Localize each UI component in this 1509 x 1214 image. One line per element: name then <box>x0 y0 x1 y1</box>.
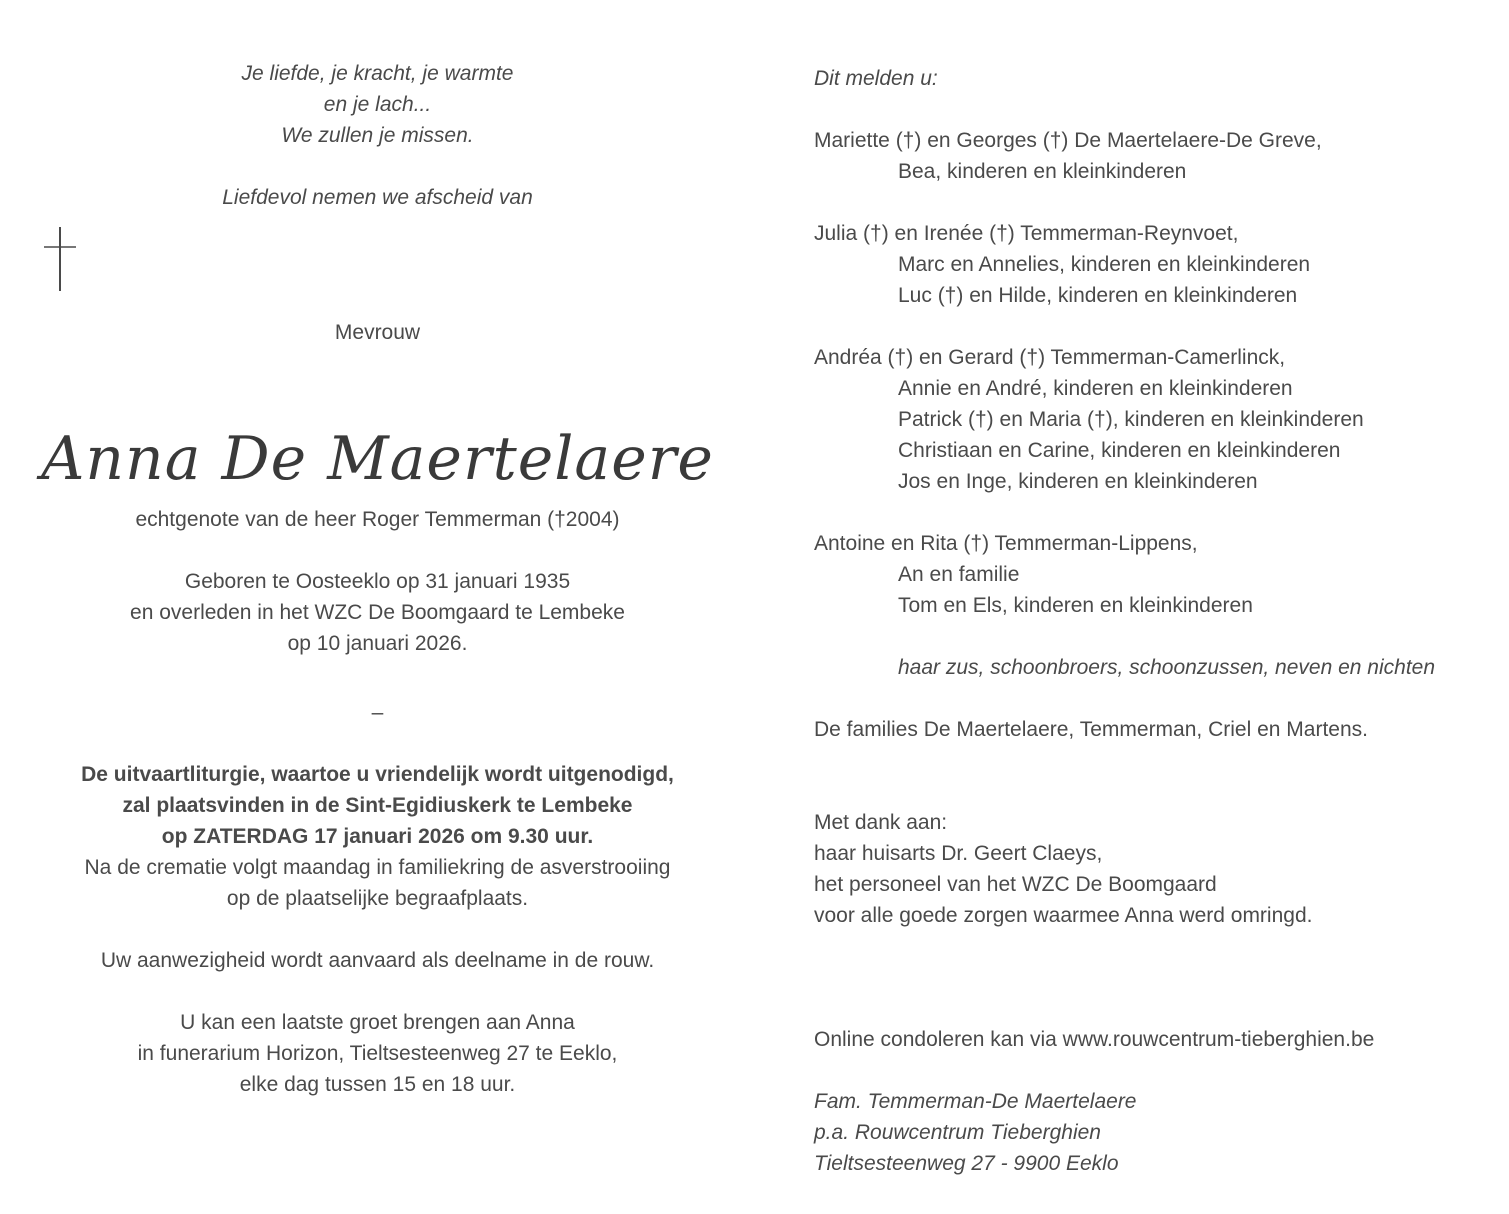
poem-line: en je lach... <box>323 93 432 116</box>
family-group <box>814 125 1494 187</box>
thanks-line: voor alle goede zorgen waarmee Anna werd omringd. <box>814 904 1313 927</box>
funeral-line: op ZATERDAG 17 januari 2026 om 9.30 uur. <box>161 825 594 848</box>
family-member: Luc (†) en Hilde, kinderen en kleinkinderen <box>898 284 1298 307</box>
poem-line: Je liefde, je kracht, je warmte <box>241 62 514 85</box>
separator-dash: – <box>371 701 384 724</box>
online-condolence-line: Online condoleren kan via www.rouwcentrum-tieberghien.be <box>814 1028 1375 1051</box>
announcement: Dit melden u: <box>814 67 938 90</box>
birth-death-line: en overleden in het WZC De Boomgaard te Lembeke <box>130 601 625 624</box>
funeral-note-line: op de plaatselijke begraafplaats. <box>226 887 529 910</box>
family-member: Patrick (†) en Maria (†), kinderen en kleinkinderen <box>898 408 1364 431</box>
birth-death-line: Geboren te Oosteeklo op 31 januari 1935 <box>184 570 571 593</box>
right-column <box>814 63 1494 1179</box>
funeral-block <box>40 759 715 914</box>
families-line: De families De Maertelaere, Temmerman, Criel en Martens. <box>814 718 1368 741</box>
spouse-line: echtgenote van de heer Roger Temmerman (†2004) <box>135 508 620 531</box>
contact-line: Fam. Temmerman-De Maertelaere <box>814 1090 1137 1113</box>
family-member: An en familie <box>898 563 1020 586</box>
cross-icon <box>40 227 80 293</box>
funeral-line: zal plaatsvinden in de Sint-Egidiuskerk te Lembeke <box>122 794 633 817</box>
family-group <box>814 218 1494 311</box>
greeting-line: elke dag tussen 15 en 18 uur. <box>239 1073 516 1096</box>
funeral-note-line: Na de crematie volgt maandag in familiekring de asverstrooiing <box>84 856 671 879</box>
contact-block <box>814 1086 1494 1179</box>
funeral-line: De uitvaartliturgie, waartoe u vriendelijk wordt uitgenodigd, <box>81 763 674 786</box>
farewell-intro: Liefdevol nemen we afscheid van <box>222 186 533 209</box>
thanks-block <box>814 807 1494 931</box>
presence-line: Uw aanwezigheid wordt aanvaard als deelname in de rouw. <box>100 949 655 972</box>
birth-death-block <box>40 566 715 659</box>
thanks-line: het personeel van het WZC De Boomgaard <box>814 873 1217 896</box>
family-member: Marc en Annelies, kinderen en kleinkinderen <box>898 253 1311 276</box>
family-head: Mariette (†) en Georges (†) De Maertelaere-De Greve, <box>814 129 1322 152</box>
poem-line: We zullen je missen. <box>281 124 474 147</box>
salutation: Mevrouw <box>334 321 421 344</box>
family-group <box>814 342 1494 497</box>
birth-death-line: op 10 januari 2026. <box>287 632 468 655</box>
thanks-line: haar huisarts Dr. Geert Claeys, <box>814 842 1103 865</box>
deceased-name: Anna De Maertelaere <box>41 424 714 494</box>
contact-line: p.a. Rouwcentrum Tieberghien <box>814 1121 1101 1144</box>
last-greeting-block <box>40 1007 715 1100</box>
family-head: Antoine en Rita (†) Temmerman-Lippens, <box>814 532 1198 555</box>
family-member: Annie en André, kinderen en kleinkinderen <box>898 377 1293 400</box>
poem <box>40 58 715 151</box>
greeting-line: U kan een laatste groet brengen aan Anna <box>180 1011 575 1034</box>
left-column <box>40 58 715 1100</box>
family-member: Tom en Els, kinderen en kleinkinderen <box>898 594 1253 617</box>
contact-line: Tieltsesteenweg 27 - 9900 Eeklo <box>814 1152 1119 1175</box>
family-member: Christiaan en Carine, kinderen en kleinkinderen <box>898 439 1341 462</box>
family-group <box>814 528 1494 621</box>
thanks-line: Met dank aan: <box>814 811 948 834</box>
greeting-line: in funerarium Horizon, Tieltsesteenweg 27 te Eeklo, <box>137 1042 618 1065</box>
family-head: Julia (†) en Irenée (†) Temmerman-Reynvoet, <box>814 222 1239 245</box>
family-head: Andréa (†) en Gerard (†) Temmerman-Camerlinck, <box>814 346 1286 369</box>
family-member: Bea, kinderen en kleinkinderen <box>898 160 1187 183</box>
relatives-line: haar zus, schoonbroers, schoonzussen, neven en nichten <box>898 656 1436 679</box>
family-member: Jos en Inge, kinderen en kleinkinderen <box>898 470 1258 493</box>
